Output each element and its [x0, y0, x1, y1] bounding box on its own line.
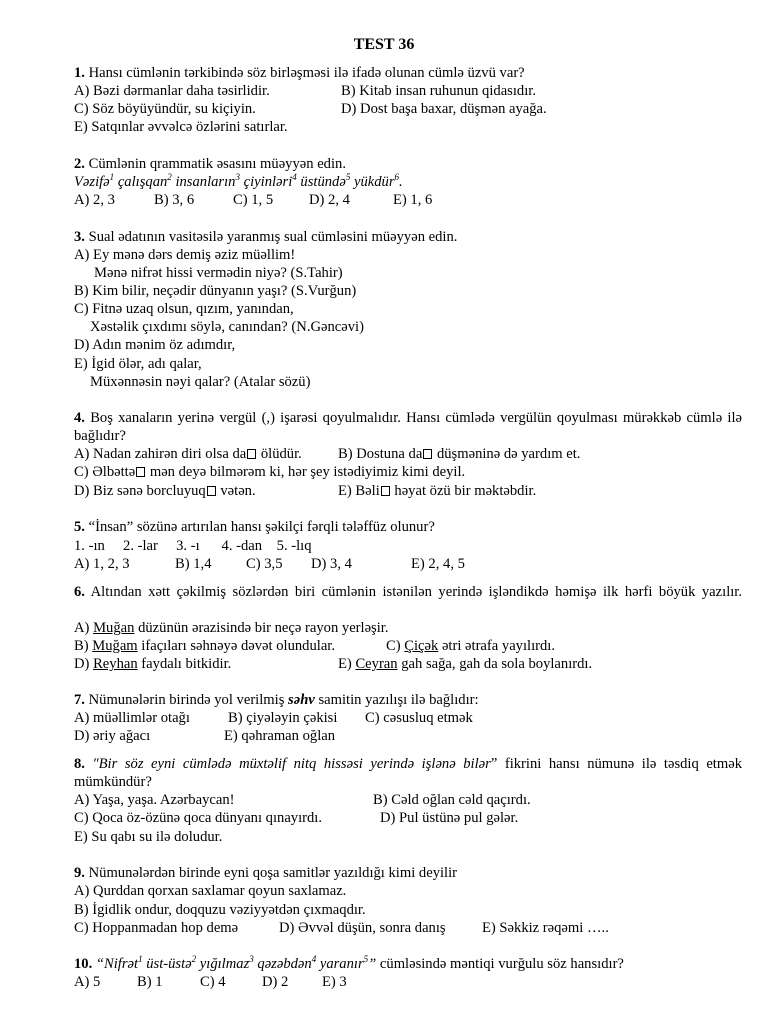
word: “Nifrət — [95, 956, 139, 972]
option-e[interactable] — [338, 482, 536, 500]
option-e[interactable]: E) Səkkiz rəqəmi ….. — [482, 920, 609, 936]
underlined-word: Reyhan — [93, 656, 138, 672]
question-text: ˮ fikrini hansı nümunə ilə təsdiq etmək mümkündür? — [74, 756, 742, 790]
word: üstündə — [300, 174, 346, 190]
option-d[interactable]: D) Adın mənim öz adımdır, — [74, 337, 236, 353]
page-title: TEST 36 — [353, 36, 415, 53]
option-e[interactable]: E) 2, 4, 5 — [411, 556, 465, 572]
option-a[interactable]: A) müəllimlər otağı — [74, 710, 190, 726]
option-e[interactable]: E) İgid ölər, adı qalar, — [74, 356, 202, 372]
word: qəzəbdən — [253, 956, 312, 972]
option-d[interactable]: D) 2 — [262, 974, 289, 990]
underlined-word: Muğan — [93, 620, 135, 636]
option-d[interactable]: D) Dost başa baxar, düşmən ayağa. — [341, 101, 547, 117]
question-text: samitin yazılışı ilə bağlıdır: — [314, 692, 479, 708]
option-letter: C) — [386, 638, 405, 654]
option-d[interactable] — [74, 655, 231, 673]
question-text: Nümunələrdən birinde eyni qoşa samitlər yazıldığı kimi deyilir — [88, 865, 458, 881]
word-index: 6 — [394, 172, 400, 183]
blank-box — [207, 486, 216, 496]
option-c[interactable]: C) 1, 5 — [233, 192, 274, 208]
period: . — [399, 174, 403, 190]
option-c[interactable]: C) Söz böyüyündür, su kiçiyin. — [74, 101, 256, 117]
option-b[interactable]: B) İgidlik ondur, doqquzu vəziyyətdən çıxmaqdır. — [74, 902, 366, 918]
emphasized-word: səhv — [288, 692, 315, 708]
question-text: Cümlənin qrammatik əsasını müəyyən edin. — [88, 156, 346, 172]
option-a[interactable]: A) Ey mənə dərs demiş əziz müəllim! — [74, 247, 296, 263]
question-text: Boş xanaların yerinə vergül (,) işarəsi qoyulmalıdır. Hansı cümlədə vergülün qoyulması mürəkkəb cümlə ilə bağlıdır? — [74, 410, 742, 444]
option-d[interactable]: D) 2, 4 — [309, 192, 350, 208]
question-5-stem — [74, 518, 435, 536]
word-index: 1 — [138, 954, 143, 965]
option-text: gah sağa, gah da sola boylanırdı. — [397, 656, 593, 672]
option-letter: E) — [338, 656, 356, 672]
option-b[interactable]: B) Kitab insan ruhunun qidasıdır. — [341, 83, 536, 99]
word-index: 2 — [191, 954, 197, 965]
quoted-statement: "Bir söz eyni cümlədə müxtəlif nitq hissəsi yerində işlənə bilər — [92, 756, 491, 772]
word-index: 1 — [109, 172, 115, 183]
option-text: ətri ətrafa yayılırdı. — [438, 638, 555, 654]
word-index: 4 — [292, 172, 297, 183]
option-text: faydalı bitkidir. — [137, 656, 232, 672]
option-text: vətən. — [216, 483, 256, 499]
option-b[interactable]: B) 1 — [137, 974, 163, 990]
question-number: 3. — [74, 229, 85, 245]
option-text: D) Biz sənə borcluyuq — [74, 483, 206, 499]
option-a-line-2: Mənə nifrət hissi vermədin niyə? (S.Tahir) — [94, 265, 343, 281]
option-e[interactable]: E) Su qabı su ilə doludur. — [74, 829, 223, 845]
question-text: Sual ədatının vasitəsilə yaranmış sual cümləsini müəyyən edin. — [88, 229, 458, 245]
underlined-word: Ceyran — [355, 656, 398, 672]
word-index: 5 — [345, 172, 351, 183]
word: yükdür — [353, 174, 395, 190]
option-c[interactable]: C) 4 — [200, 974, 226, 990]
question-number: 6. — [74, 584, 85, 600]
option-d[interactable]: D) əriy ağacı — [74, 728, 151, 744]
question-text: “İnsan” sözünə artırılan hansı şəkilçi fərqli tələffüz olunur? — [88, 519, 435, 535]
question-2-sentence — [74, 173, 403, 191]
option-d[interactable]: D) 3, 4 — [311, 556, 352, 572]
word-index: 3 — [249, 954, 254, 965]
option-d[interactable]: D) Pul üstünə pul gələr. — [380, 810, 519, 826]
option-d[interactable]: D) Əvvəl düşün, sonra danış — [279, 920, 446, 936]
underlined-word: Muğam — [92, 638, 138, 654]
option-a[interactable] — [74, 445, 302, 463]
option-b[interactable]: B) çiyələyin çəkisi — [228, 710, 338, 726]
underlined-word: Çiçək — [404, 638, 439, 654]
option-e[interactable]: E) qəhraman oğlan — [224, 728, 336, 744]
word-index: 5 — [363, 954, 369, 965]
blank-box — [247, 449, 256, 459]
question-6-stem — [74, 583, 742, 619]
word: yığılmaz — [196, 956, 250, 972]
option-text: ölüdür. — [257, 446, 302, 462]
option-text: düşməninə də yardım et. — [433, 446, 581, 462]
option-d[interactable] — [74, 482, 256, 500]
question-text: cümləsində məntiqi vurğulu söz hansıdır? — [376, 956, 624, 972]
option-c[interactable]: C) 3,5 — [246, 556, 283, 572]
option-c[interactable] — [74, 463, 465, 481]
quoted-sentence — [96, 956, 376, 972]
question-number: 2. — [74, 156, 85, 172]
option-text: düzünün ərazisində bir neçə rayon yerləşir. — [134, 620, 389, 636]
option-c[interactable]: C) Qoca öz-özünə qoca dünyanı qınayırdı. — [74, 810, 323, 826]
option-text: mən deyə bilmərəm ki, hər şey istədiyimiz kimi deyil. — [146, 464, 466, 480]
word: çiyinləri — [243, 174, 293, 190]
option-c[interactable] — [386, 637, 555, 655]
option-b[interactable] — [74, 637, 335, 655]
option-text: həyat özü bir məktəbdir. — [390, 483, 537, 499]
option-letter: D) — [74, 656, 94, 672]
word-index: 3 — [235, 172, 240, 183]
option-b[interactable]: B) 3, 6 — [154, 192, 195, 208]
closing-quote: ” — [368, 956, 377, 972]
option-text: E) Bəli — [338, 483, 380, 499]
option-text: A) Nadan zahirən diri olsa da — [74, 446, 247, 462]
question-7-stem — [74, 691, 479, 709]
option-e[interactable]: E) 3 — [322, 974, 347, 990]
option-a[interactable]: A) Yaşa, yaşa. Azərbaycan! — [74, 792, 235, 808]
option-e-line-2: Müxənnəsin nəyi qalar? (Atalar sözü) — [90, 374, 311, 390]
option-c[interactable]: C) Hoppanmadan hop demə — [74, 920, 239, 936]
option-a[interactable]: A) 5 — [74, 974, 101, 990]
question-number: 7. — [74, 692, 85, 708]
option-text: B) Dostuna da — [338, 446, 423, 462]
option-a[interactable]: A) Bəzi dərmanlar daha təsirlidir. — [74, 83, 270, 99]
option-letter: B) — [74, 638, 93, 654]
question-text: Altından xətt çəkilmiş sözlərdən biri cümlənin istənilən yerində işləndikdə həmişə ilk hərfi böyük yazılır. — [90, 584, 742, 600]
option-e[interactable] — [338, 655, 592, 673]
option-text: ifaçıları səhnəyə dəvət olundular. — [137, 638, 335, 654]
question-3-stem — [74, 228, 457, 246]
question-1-stem — [74, 64, 525, 82]
question-number: 5. — [74, 519, 85, 535]
suffix-list: 1. -ın 2. -lar 3. -ı 4. -dan 5. -lıq — [74, 538, 312, 554]
option-b[interactable] — [338, 445, 580, 463]
option-e[interactable]: E) Satqınlar əvvəlcə özlərini satırlar. — [74, 119, 288, 135]
option-a[interactable]: A) Qurddan qorxan saxlamar qoyun saxlamaz. — [74, 883, 347, 899]
option-c-line-2: Xəstəlik çıxdımı söylə, canından? (N.Gəncəvi) — [90, 319, 364, 335]
word: Vəzifə — [74, 174, 110, 190]
word: üst-üstə — [142, 956, 192, 972]
blank-box — [423, 449, 432, 459]
option-b[interactable]: B) Cəld oğlan cəld qaçırdı. — [373, 792, 531, 808]
question-number: 4. — [74, 410, 85, 426]
option-letter: A) — [74, 620, 94, 636]
option-c[interactable]: C) Fitnə uzaq olsun, qızım, yanından, — [74, 301, 294, 317]
question-number: 8. — [74, 756, 85, 772]
question-number: 10. — [74, 956, 93, 972]
blank-box — [381, 486, 390, 496]
option-b[interactable]: B) 1,4 — [175, 556, 212, 572]
question-2-stem — [74, 155, 346, 173]
option-c[interactable]: C) cəsusluq etmək — [365, 710, 473, 726]
word-index: 4 — [311, 954, 317, 965]
question-10-stem — [74, 955, 624, 973]
word-index: 2 — [167, 172, 172, 183]
option-a[interactable]: A) 1, 2, 3 — [74, 556, 130, 572]
option-a[interactable] — [74, 619, 389, 637]
question-text: Hansı cümlənin tərkibində söz birləşməsi ilə ifadə olunan cümlə üzvü var? — [88, 65, 525, 81]
option-a[interactable]: A) 2, 3 — [74, 192, 115, 208]
question-number: 1. — [74, 65, 85, 81]
question-number: 9. — [74, 865, 85, 881]
option-text: C) Əlbəttə — [74, 464, 136, 480]
option-e[interactable]: E) 1, 6 — [393, 192, 433, 208]
word: insanların — [175, 174, 236, 190]
blank-box — [136, 467, 145, 477]
word: yaranır — [316, 956, 364, 972]
option-b[interactable]: B) Kim bilir, neçədir dünyanın yaşı? (S.Vurğun) — [74, 283, 357, 299]
question-text: Nümunələrin birində yol verilmiş — [88, 692, 289, 708]
question-9-stem — [74, 864, 457, 882]
word: çalışqan — [117, 174, 168, 190]
